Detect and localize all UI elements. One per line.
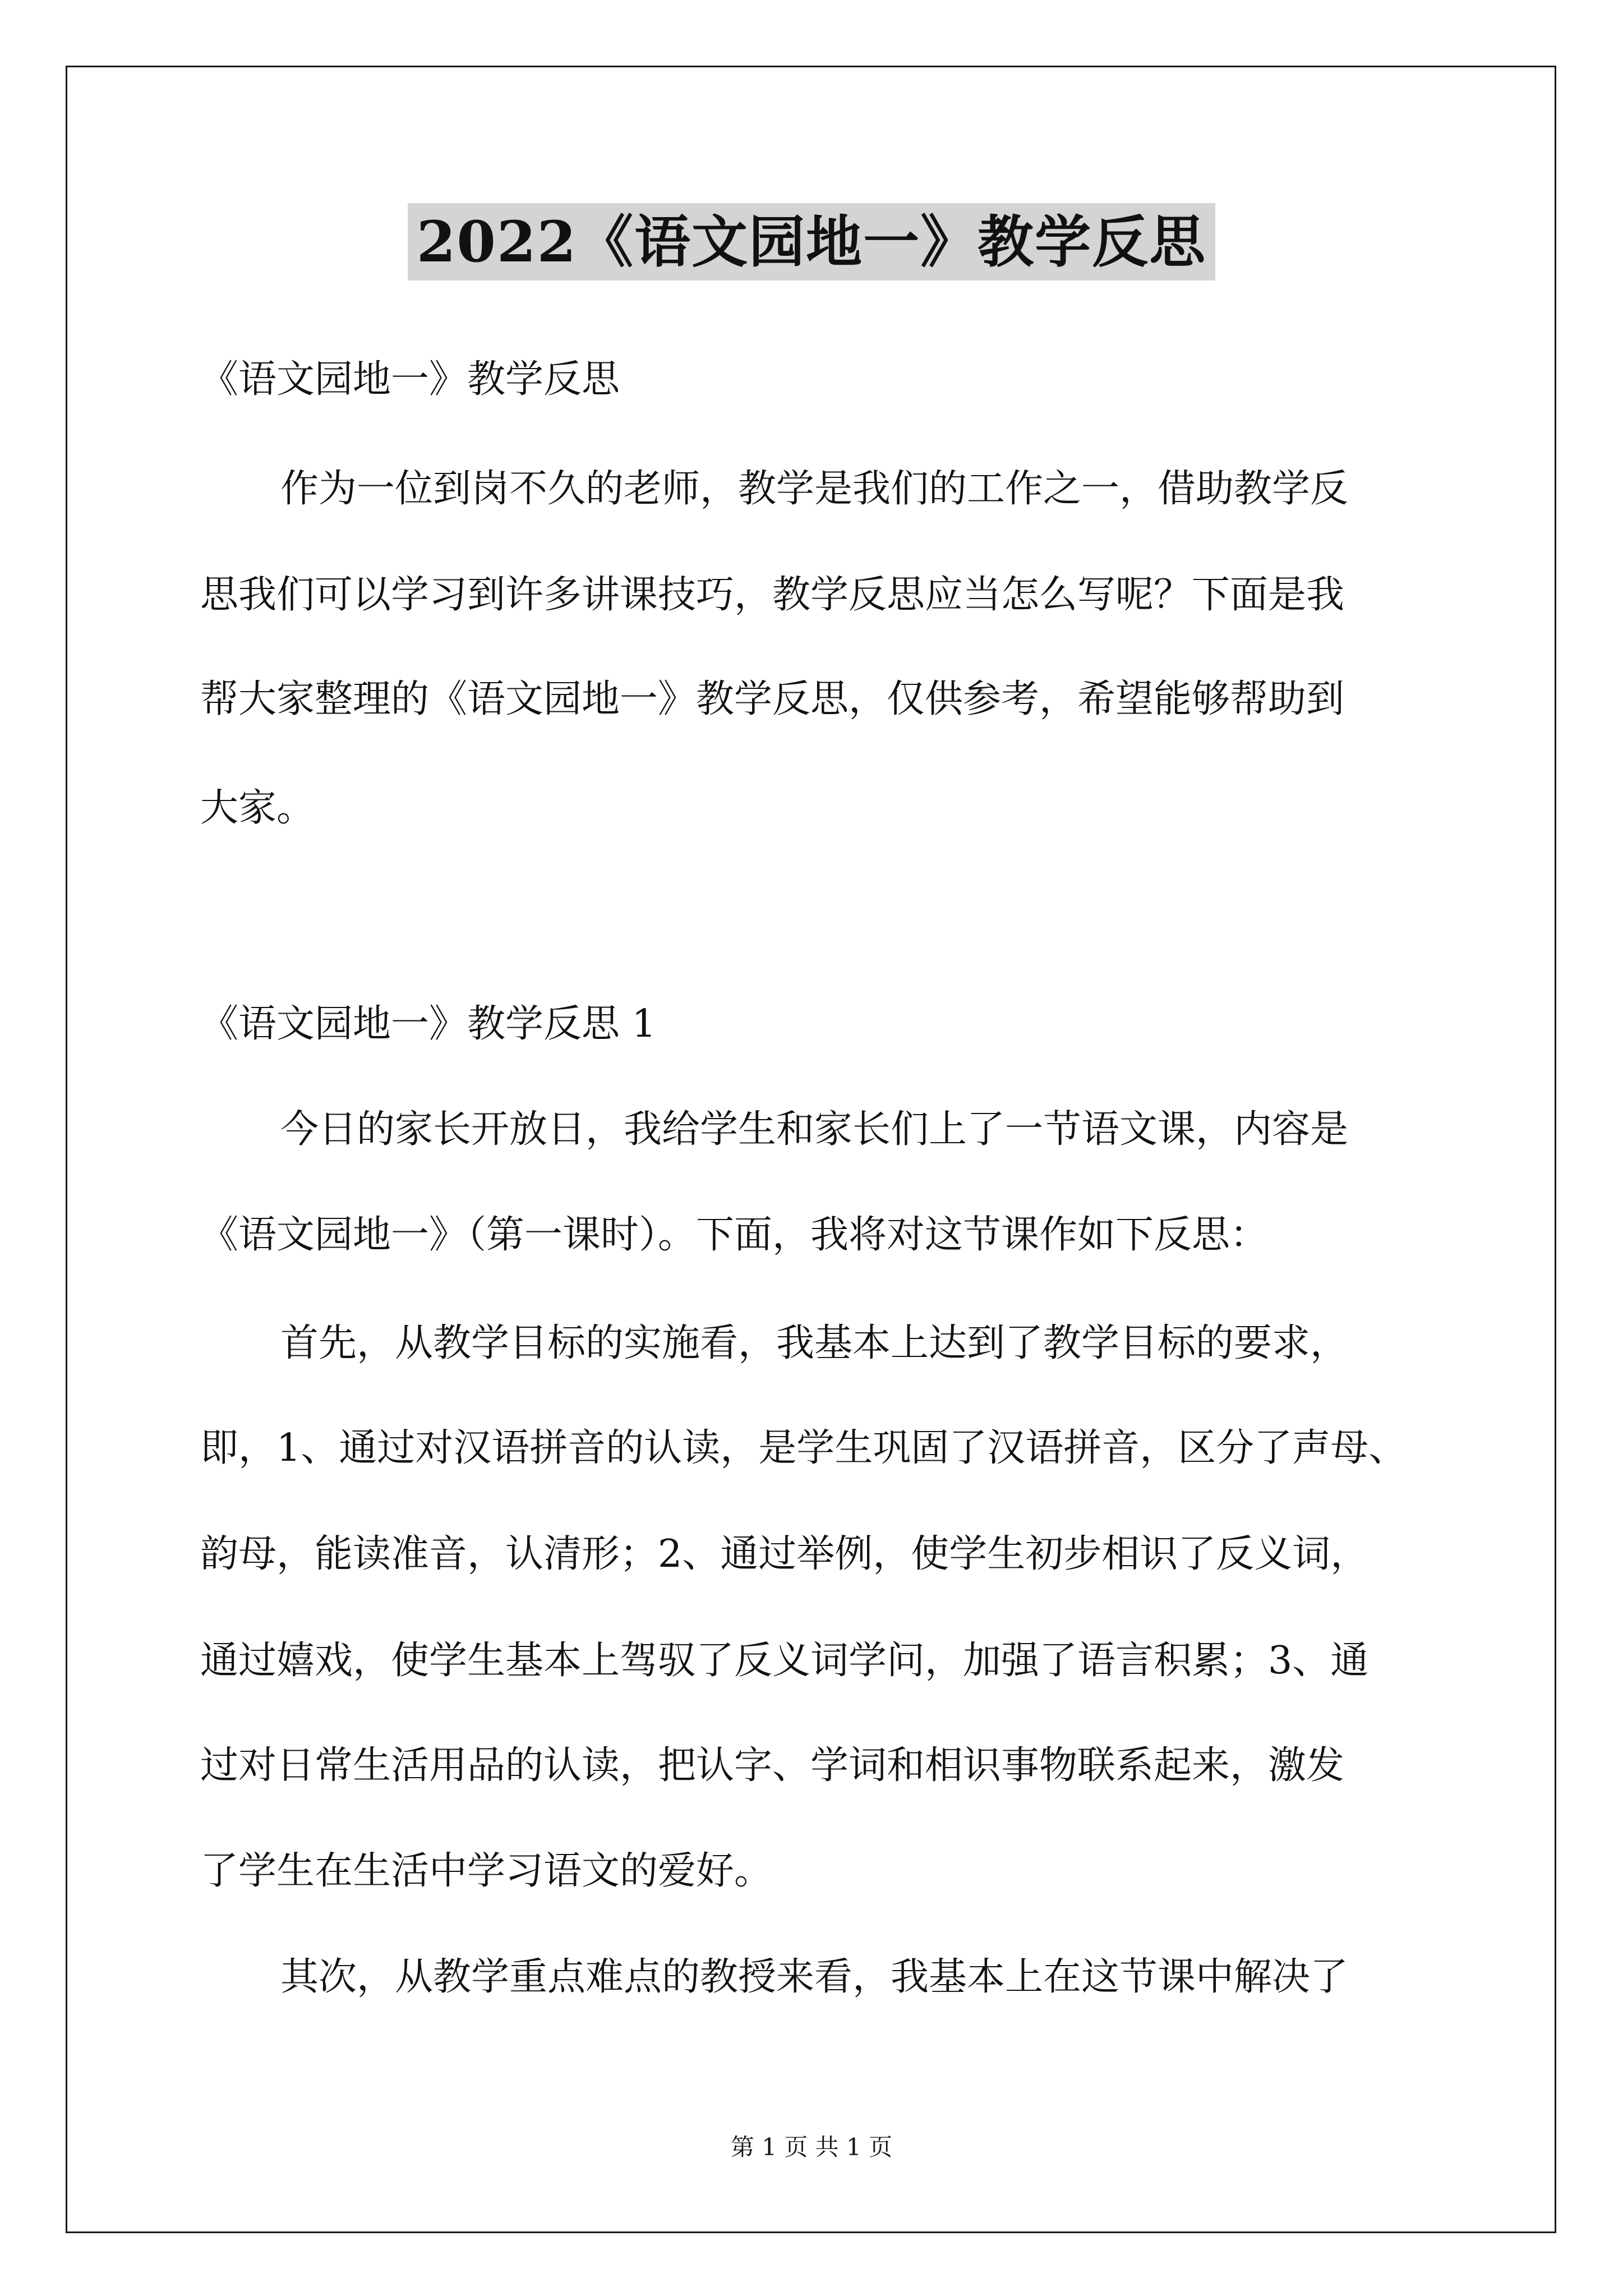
para2-line-6: 了学生在生活中学习语文的爱好。: [200, 1849, 773, 1893]
section-heading-1: 《语文园地一》教学反思 1: [200, 1002, 656, 1046]
page-footer: 第 1 页 共 1 页: [730, 2133, 893, 2161]
para2-line-1: 首先，从教学目标的实施看，我基本上达到了教学目标的要求，: [280, 1321, 1349, 1365]
intro-line-1: 作为一位到岗不久的老师，教学是我们的工作之一，借助教学反: [280, 467, 1349, 511]
intro-line-3: 帮大家整理的《语文园地一》教学反思，仅供参考，希望能够帮助到: [200, 677, 1345, 721]
page-title: [0, 203, 1623, 280]
para2-line-3: 韵母，能读准音，认清形；2、通过举例，使学生初步相识了反义词，: [200, 1532, 1369, 1576]
para2-line-4: 通过嬉戏，使学生基本上驾驭了反义词学问，加强了语言积累；3、通: [200, 1639, 1369, 1683]
para1-line-1: 今日的家长开放日，我给学生和家长们上了一节语文课，内容是: [280, 1107, 1349, 1152]
para2-line-2: 即，1、通过对汉语拼音的认读，是学生巩固了汉语拼音，区分了声母、: [200, 1426, 1407, 1470]
intro-line-4: 大家。: [200, 786, 315, 830]
para1-line-2: 《语文园地一》（第一课时）。下面，我将对这节课作如下反思：: [200, 1213, 1269, 1257]
para3-line-1: 其次，从教学重点难点的教授来看，我基本上在这节课中解决了: [280, 1955, 1349, 1999]
intro-line-2: 思我们可以学习到许多讲课技巧，教学反思应当怎么写呢？下面是我: [200, 573, 1345, 617]
subtitle: 《语文园地一》教学反思: [200, 357, 620, 402]
para2-line-5: 过对日常生活用品的认读，把认字、学词和相识事物联系起来，激发: [200, 1743, 1345, 1788]
page-title-text: 2022《语文园地一》教学反思: [408, 203, 1215, 280]
